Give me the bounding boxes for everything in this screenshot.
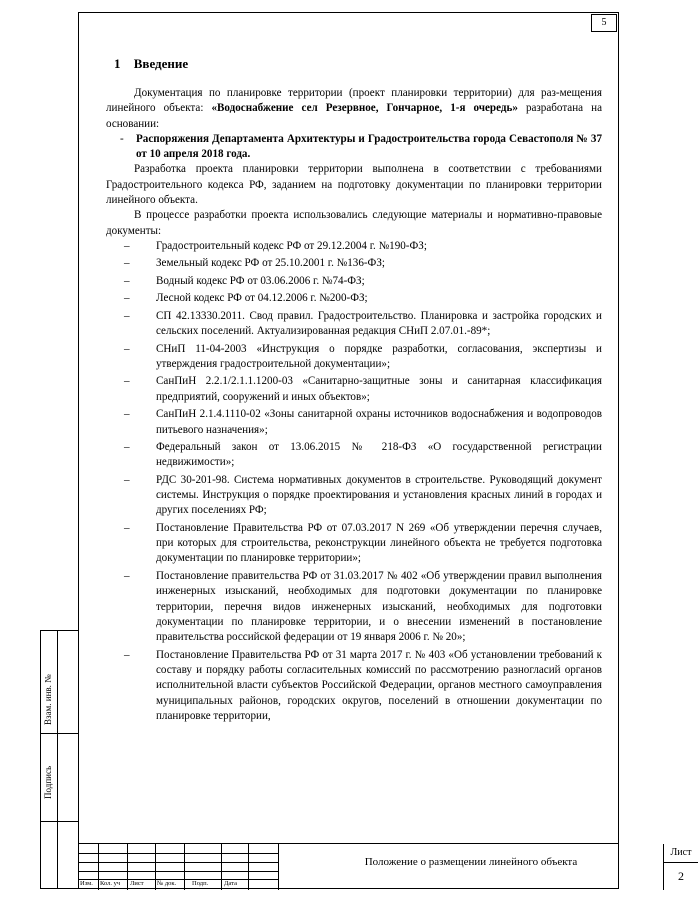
stamp-col-data: Дата bbox=[224, 880, 237, 887]
stamp-col-line bbox=[127, 844, 128, 890]
side-stamp-label-column bbox=[41, 631, 58, 888]
section-title: Введение bbox=[133, 56, 189, 71]
sheet-number: 2 bbox=[678, 869, 684, 883]
list-dash: – bbox=[124, 257, 130, 270]
document-item bbox=[106, 407, 602, 438]
document-item bbox=[106, 274, 602, 289]
list-dash: – bbox=[124, 239, 130, 252]
basis-item bbox=[106, 132, 602, 163]
intro-project-name: «Водоснабжение сел Резервное, Гончарное, 1-я очередь» bbox=[211, 102, 518, 115]
document-item bbox=[106, 309, 602, 340]
side-stamp-divider bbox=[41, 821, 79, 822]
stamp-col-izm: Изм. bbox=[80, 880, 93, 887]
document-item-text: СНиП 11-04-2003 «Инструкция о порядке разработки, согласования, экспертизы и утверждения градостроительной документации»; bbox=[156, 342, 602, 370]
stamp-col-line bbox=[184, 844, 185, 890]
label-vzam-inv: Взам. инв. № bbox=[43, 674, 53, 725]
document-item bbox=[106, 440, 602, 471]
label-podpis: Подпись bbox=[43, 765, 53, 799]
document-item bbox=[106, 256, 602, 271]
stamp-col-line bbox=[221, 844, 222, 890]
stamp-col-list: Лист bbox=[130, 880, 144, 887]
stamp-col-line bbox=[155, 844, 156, 890]
list-dash: – bbox=[124, 521, 130, 534]
list-dash: – bbox=[124, 648, 130, 661]
stamp-col-line bbox=[98, 844, 99, 890]
document-item-text: Водный кодекс РФ от 03.06.2006 г. №74-ФЗ; bbox=[156, 274, 365, 287]
list-dash: – bbox=[124, 342, 130, 355]
document-item-text: Градостроительный кодекс РФ от 29.12.2004 г. №190-ФЗ; bbox=[156, 239, 427, 252]
section-heading bbox=[114, 56, 602, 72]
list-dash: – bbox=[124, 274, 130, 287]
paragraph-3: В процессе разработки проекта использовались следующие материалы и нормативно-правовые документы: bbox=[106, 209, 602, 237]
document-item-text: Постановление Правительства РФ от 07.03.2017 N 269 «Об утверждении перечня случаев, при которых для строительства, реконструкции линейного объекта не требуется подготовка документации по планировке территории»; bbox=[156, 521, 602, 565]
intro-paragraph bbox=[106, 86, 602, 132]
document-item-text: Постановление правительства РФ от 31.03.2017 № 402 «Об утверждении правил выполнения инженерных изысканий, необходимых для подготовки документации по планировке территории, перечня видов инженерных изысканий, необходимых для подготовки документации по планировке территории, и о внесении изменений в постановление правительства российской федерации от 19 января 2006 г. № 20»; bbox=[156, 569, 602, 644]
list-dash: – bbox=[124, 441, 130, 454]
page-number-box: 5 bbox=[591, 14, 617, 32]
document-item bbox=[106, 239, 602, 254]
side-stamp-divider bbox=[41, 733, 79, 734]
stamp-col-line bbox=[248, 844, 249, 890]
document-item-text: СанПиН 2.1.4.1110-02 «Зоны санитарной охраны источников водоснабжения и водопроводов питьевого назначения»; bbox=[156, 408, 602, 436]
side-stamp-column bbox=[40, 630, 78, 889]
document-item bbox=[106, 569, 602, 645]
list-dash: – bbox=[124, 408, 130, 421]
documents-list bbox=[106, 239, 602, 724]
document-item-text: СанПиН 2.2.1/2.1.1.1200-03 «Санитарно-защитные зоны и санитарная классификация предприятий, сооружений и иных объектов»; bbox=[156, 375, 602, 403]
intro-text-end: разработана на основании: bbox=[106, 102, 602, 130]
sheet-label: Лист bbox=[664, 844, 698, 863]
list-dash: – bbox=[124, 569, 130, 582]
document-item bbox=[106, 374, 602, 405]
list-dash: – bbox=[124, 473, 130, 486]
stamp-title: Положение о размещении линейного объекта bbox=[364, 856, 578, 868]
stamp-col-doc: № док. bbox=[157, 880, 177, 887]
paragraph-2: Разработка проекта планировки территории выполнена в соответствии с требованиями Градостроительного кодекса РФ, заданием на подготовку документации по планировки территории линейного объекта. bbox=[106, 163, 602, 207]
section-number: 1 bbox=[114, 56, 121, 71]
title-block bbox=[78, 843, 692, 889]
document-item bbox=[106, 291, 602, 306]
document-item-text: Постановление Правительства РФ от 31 марта 2017 г. № 403 «Об установлении требований к составу и порядку работы согласительных комиссий по рассмотрению разногласий органов исполнительной власти субъектов Российской Федерации, органов местного самоуправления муниципальных районов, городских округов, поселений в отношении документации по планировке территории, bbox=[156, 648, 602, 722]
list-dash: – bbox=[124, 292, 130, 305]
document-item-text: СП 42.13330.2011. Свод правил. Градостроительство. Планировка и застройка городских и сельских поселений. Актуализированная редакция СНиП 2.07.01.-89*; bbox=[156, 309, 602, 338]
document-item bbox=[106, 342, 602, 373]
intro-text: Документация по планировке территории (проект планировки территории) для раз-мещения линейного объекта: bbox=[106, 87, 602, 115]
basis-text: Распоряжения Департамента Архитектуры и Градостроительства города Севастополя № 37 от 10 апреля 2018 года. bbox=[136, 132, 602, 161]
document-item bbox=[106, 521, 602, 567]
sheet-box bbox=[663, 844, 698, 890]
stamp-col-kol-uch: Кол. уч bbox=[100, 880, 121, 887]
document-item bbox=[106, 473, 602, 519]
document-item-text: Земельный кодекс РФ от 25.10.2001 г. №136-ФЗ; bbox=[156, 257, 385, 270]
stamp-col-podp: Подп. bbox=[192, 880, 209, 887]
document-item-text: Лесной кодекс РФ от 04.12.2006 г. №200-ФЗ; bbox=[156, 292, 368, 305]
document-body bbox=[106, 56, 602, 726]
document-item-text: Федеральный закон от 13.06.2015 № 218-ФЗ «О государственной регистрации недвижимости»; bbox=[156, 441, 602, 469]
list-dash: – bbox=[124, 309, 130, 322]
basis-dash: - bbox=[120, 132, 124, 145]
document-item bbox=[106, 648, 602, 724]
list-dash: – bbox=[124, 375, 130, 388]
document-item-text: РДС 30-201-98. Система нормативных документов в строительстве. Руководящий документ системы. Инструкция о порядке проектирования и установления красных линий в городах и других поселениях РФ; bbox=[156, 473, 602, 517]
